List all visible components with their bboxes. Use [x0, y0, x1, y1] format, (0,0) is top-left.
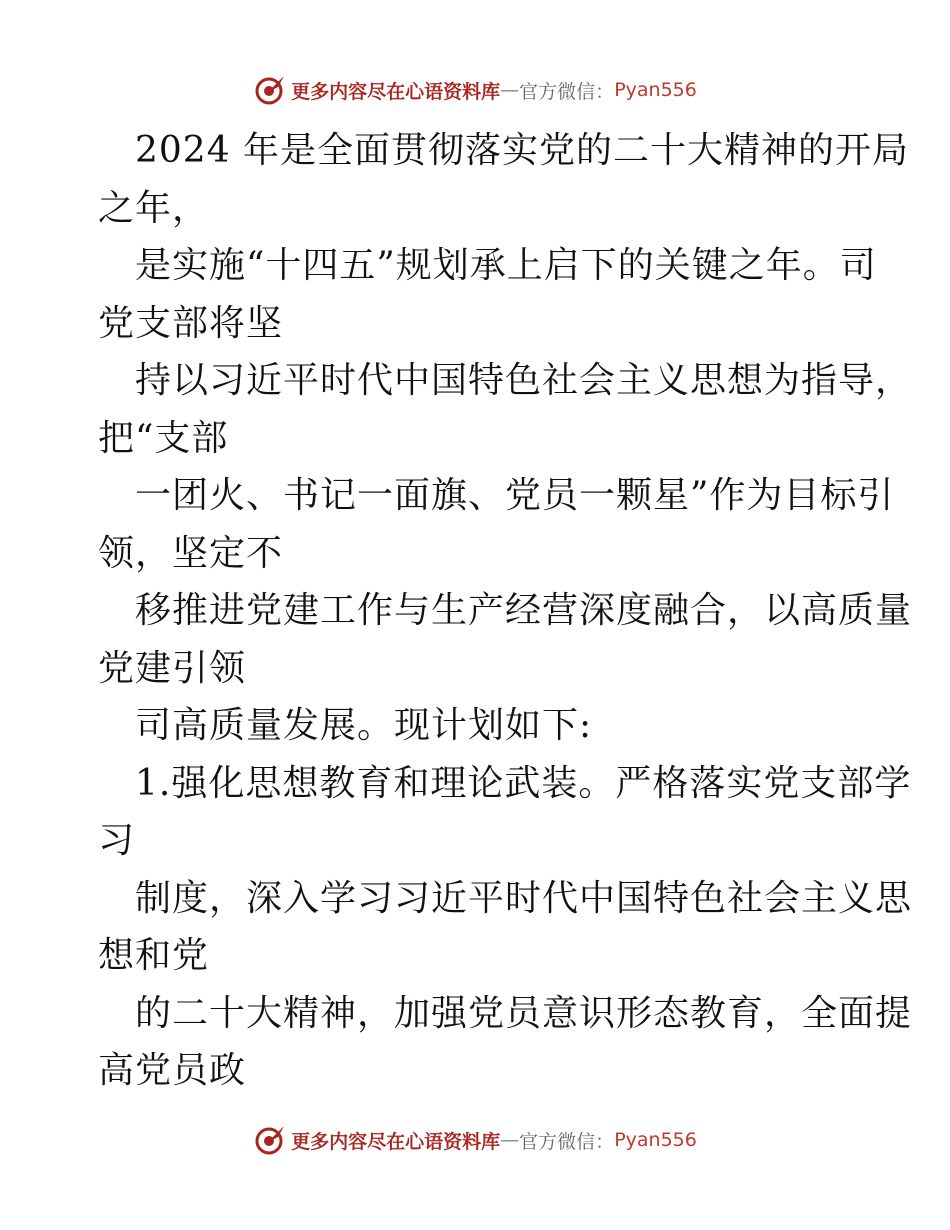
quill-logo-icon — [253, 73, 287, 107]
text-line: 1.强化思想教育和理论武装。严格落实党支部学 — [135, 762, 912, 804]
watermark-wechat-id: Pyan556 — [614, 79, 697, 101]
header-watermark — [0, 70, 950, 110]
text-line: 高党员政 — [98, 1050, 247, 1091]
text-line: 把“支部 — [98, 417, 229, 459]
watermark-main-text: 更多内容尽在心语资料库 — [291, 1130, 501, 1153]
text-line: 党建引领 — [98, 647, 247, 689]
text-line: 的二十大精神，加强党员意识形态教育，全面提 — [135, 992, 913, 1034]
watermark-separator: — — [500, 79, 520, 101]
text-line: 2024 年是全面贯彻落实党的二十大精神的开局 — [135, 130, 910, 171]
text-line: 持以习近平时代中国特色社会主义思想为指导， — [135, 360, 913, 401]
text-line: 制度，深入学习习近平时代中国特色社会主义思 — [135, 877, 913, 919]
watermark-label: 官方微信： — [519, 1130, 615, 1153]
text-line: 是实施“十四五”规划承上启下的关键之年。司 — [135, 245, 877, 286]
text-line: 想和党 — [98, 935, 210, 976]
watermark-wechat-id: Pyan556 — [614, 1129, 697, 1151]
watermark-main-text: 更多内容尽在心语资料库 — [291, 80, 501, 103]
footer-watermark — [0, 1120, 950, 1160]
text-line: 习 — [98, 820, 136, 861]
text-line: 领，坚定不 — [98, 532, 284, 574]
watermark-separator: — — [500, 1129, 520, 1151]
text-line: 之年， — [98, 187, 210, 229]
text-line: 司高质量发展。现计划如下: — [135, 705, 593, 746]
text-line: 一团火、书记一面旗、党员一颗星”作为目标引 — [135, 475, 895, 516]
text-line: 党支部将坚 — [98, 302, 284, 344]
document-body — [98, 122, 913, 1100]
quill-logo-icon — [253, 1123, 287, 1157]
watermark-label: 官方微信： — [519, 80, 615, 103]
text-line: 移推进党建工作与生产经营深度融合，以高质量 — [135, 590, 913, 631]
